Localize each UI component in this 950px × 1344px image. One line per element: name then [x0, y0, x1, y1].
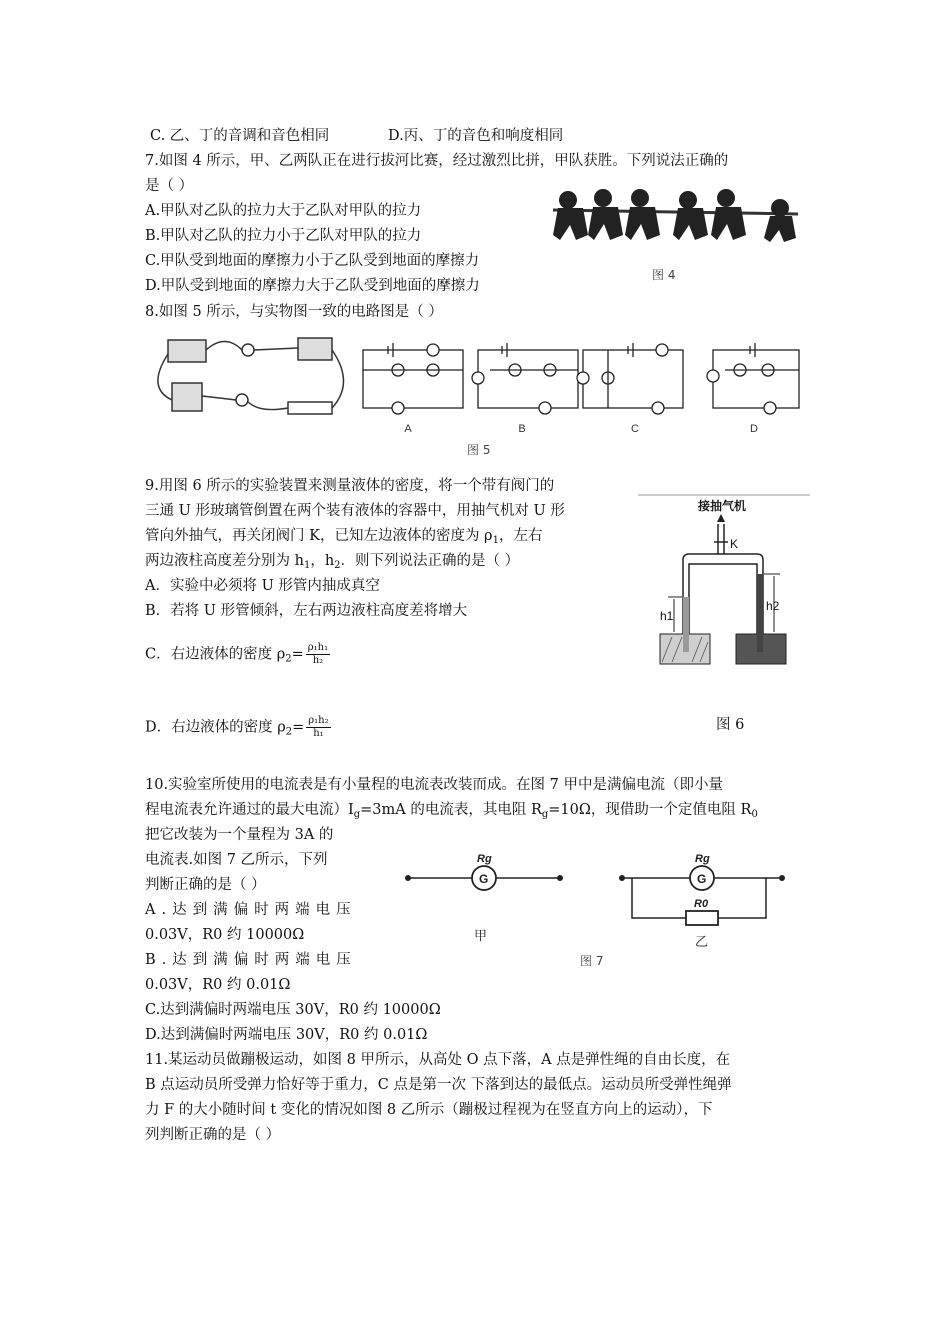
figure-6-h1-label: h1 — [660, 609, 674, 623]
q7-option-d: D.甲队受到地面的摩擦力大于乙队受到地面的摩擦力 — [145, 278, 480, 294]
q10-option-d: D.达到满偏时两端电压 30V，R0 约 0.01Ω — [145, 1027, 428, 1043]
figure-6-caption: 图 6 — [716, 717, 745, 733]
circuit-c-label: C — [631, 423, 639, 435]
figure-6-valve-k: K — [730, 537, 739, 551]
figure-7-ammeters — [400, 840, 790, 970]
q10-option-c: C.达到满偏时两端电压 30V，R0 约 10000Ω — [145, 1002, 441, 1018]
q8-stem: 8.如图 5 所示，与实物图一致的电路图是（ ） — [145, 304, 443, 320]
circuit-d — [707, 343, 799, 414]
q11-stem-line1: 11.某运动员做蹦极运动，如图 8 甲所示，从高处 O 点下落，A 点是弹性绳的自由长度，在 — [145, 1052, 731, 1068]
figure-4-caption: 图 4 — [652, 268, 676, 282]
figure-5-physical-diagram — [158, 338, 344, 414]
q6-options-line — [150, 126, 563, 146]
figure-5-caption: 图 5 — [467, 443, 491, 457]
q9-option-c: C．右边液体的密度 $\rho_2=$ $\frac{\text{ρ₁h₁}}{\text{h₂}}$ — [145, 642, 329, 666]
q9-stem-line4: 两边液柱高度差分别为 $h_1$，$h_2$．则下列说法正确的是（ ） — [145, 553, 520, 571]
q7-option-a: A.甲队对乙队的拉力大于乙队对甲队的拉力 — [145, 203, 422, 219]
q9-option-a: A．实验中必须将 U 形管内抽成真空 — [145, 578, 380, 594]
q10-stem-line4: 电流表.如图 7 乙所示，下列 — [145, 852, 328, 868]
q10-option-a-line2: 0.03V，R0 约 10000Ω — [145, 927, 305, 943]
circuit-b — [472, 343, 578, 414]
figure-7-caption: 图 7 — [580, 954, 604, 968]
q9-option-d: D．右边液体的密度 $\rho_2=$ $\frac{\text{ρ₁h₂}}{\text{h₁}}$ — [145, 715, 329, 739]
q11-stem-line3: 力 F 的大小随时间 t 变化的情况如图 8 乙所示（蹦极过程视为在竖直方向上的运动），下 — [145, 1102, 713, 1118]
figure-7-jia-meter-g: G — [479, 872, 489, 886]
q9-option-d-fraction: $\frac{\text{ρ₁h₂}}{\text{h₁}}$ — [308, 715, 329, 739]
q7-option-c: C.甲队受到地面的摩擦力小于乙队受到地面的摩擦力 — [145, 253, 480, 269]
figure-5-circuits — [150, 328, 805, 436]
q7-option-b: B.甲队对乙队的拉力小于乙队对甲队的拉力 — [145, 228, 422, 244]
q10-stem-line3: 把它改装为一个量程为 3A 的 — [145, 827, 334, 843]
circuit-a-label: A — [404, 423, 412, 435]
figure-7-jia-rg: Rg — [477, 853, 492, 865]
q9-option-b: B．若将 U 形管倾斜，左右两边液柱高度差将增大 — [145, 603, 468, 619]
figure-7-yi-r0: R0 — [694, 898, 709, 910]
q11-stem-line4: 列判断正确的是（ ） — [145, 1127, 281, 1143]
q6-option-d: D.丙、丁的音色和响度相同 — [388, 128, 564, 144]
figure-7-yi-meter-g: G — [697, 872, 707, 886]
q10-option-b-line1: B.达到满偏时两端电压 — [145, 952, 357, 968]
q7-stem-line2: 是（ ） — [145, 178, 194, 194]
circuit-a — [363, 343, 463, 414]
q11-stem-line2: B 点运动员所受弹力恰好等于重力，C 点是第一次 下落到达的最低点。运动员所受弹性绳弹 — [145, 1077, 732, 1093]
circuit-d-label: D — [750, 423, 758, 435]
q10-stem-line5: 判断正确的是（ ） — [145, 877, 266, 893]
figure-4-tug-of-war — [548, 180, 803, 250]
figure-7-yi-label: 乙 — [695, 934, 709, 949]
figure-6-u-tube — [638, 492, 810, 672]
q10-stem-line1: 10.实验室所使用的电流表是有小量程的电流表改装而成。在图 7 甲中是满偏电流（即小量 — [145, 777, 723, 793]
figure-7-yi-rg: Rg — [695, 853, 710, 865]
circuit-c — [577, 343, 683, 414]
q10-option-b-line2: 0.03V，R0 约 0.01Ω — [145, 977, 291, 993]
figure-7-jia-label: 甲 — [474, 928, 488, 943]
q9-option-c-fraction: $\frac{\text{ρ₁h₁}}{\text{h₂}}$ — [307, 642, 329, 666]
q9-stem-line2: 三通 U 形玻璃管倒置在两个装有液体的容器中，用抽气机对 U 形 — [145, 503, 565, 519]
q9-stem-line1: 9.用图 6 所示的实验装置来测量液体的密度，将一个带有阀门的 — [145, 478, 555, 494]
circuit-b-label: B — [518, 423, 526, 435]
q10-stem-line2: 程电流表允许通过的最大电流）$I_g=3mA$ 的电流表，其电阻 $R_g=10\Omega$，现借助一个定值电阻 $R_0$ — [145, 802, 758, 820]
q6-option-c: C. 乙、丁的音调和音色相同 — [150, 128, 330, 144]
q10-option-a-line1: A.达到满偏时两端电压 — [145, 902, 357, 918]
figure-6-title: 接抽气机 — [698, 499, 747, 513]
figure-6-h2-label: h2 — [766, 599, 780, 613]
q9-stem-line3: 管向外抽气，再关闭阀门 K，已知左边液体的密度为 $\rho_1$，左右 — [145, 528, 543, 546]
q7-stem-line1: 7.如图 4 所示，甲、乙两队正在进行拔河比赛，经过激烈比拼，甲队获胜。下列说法正确的 — [145, 153, 729, 169]
